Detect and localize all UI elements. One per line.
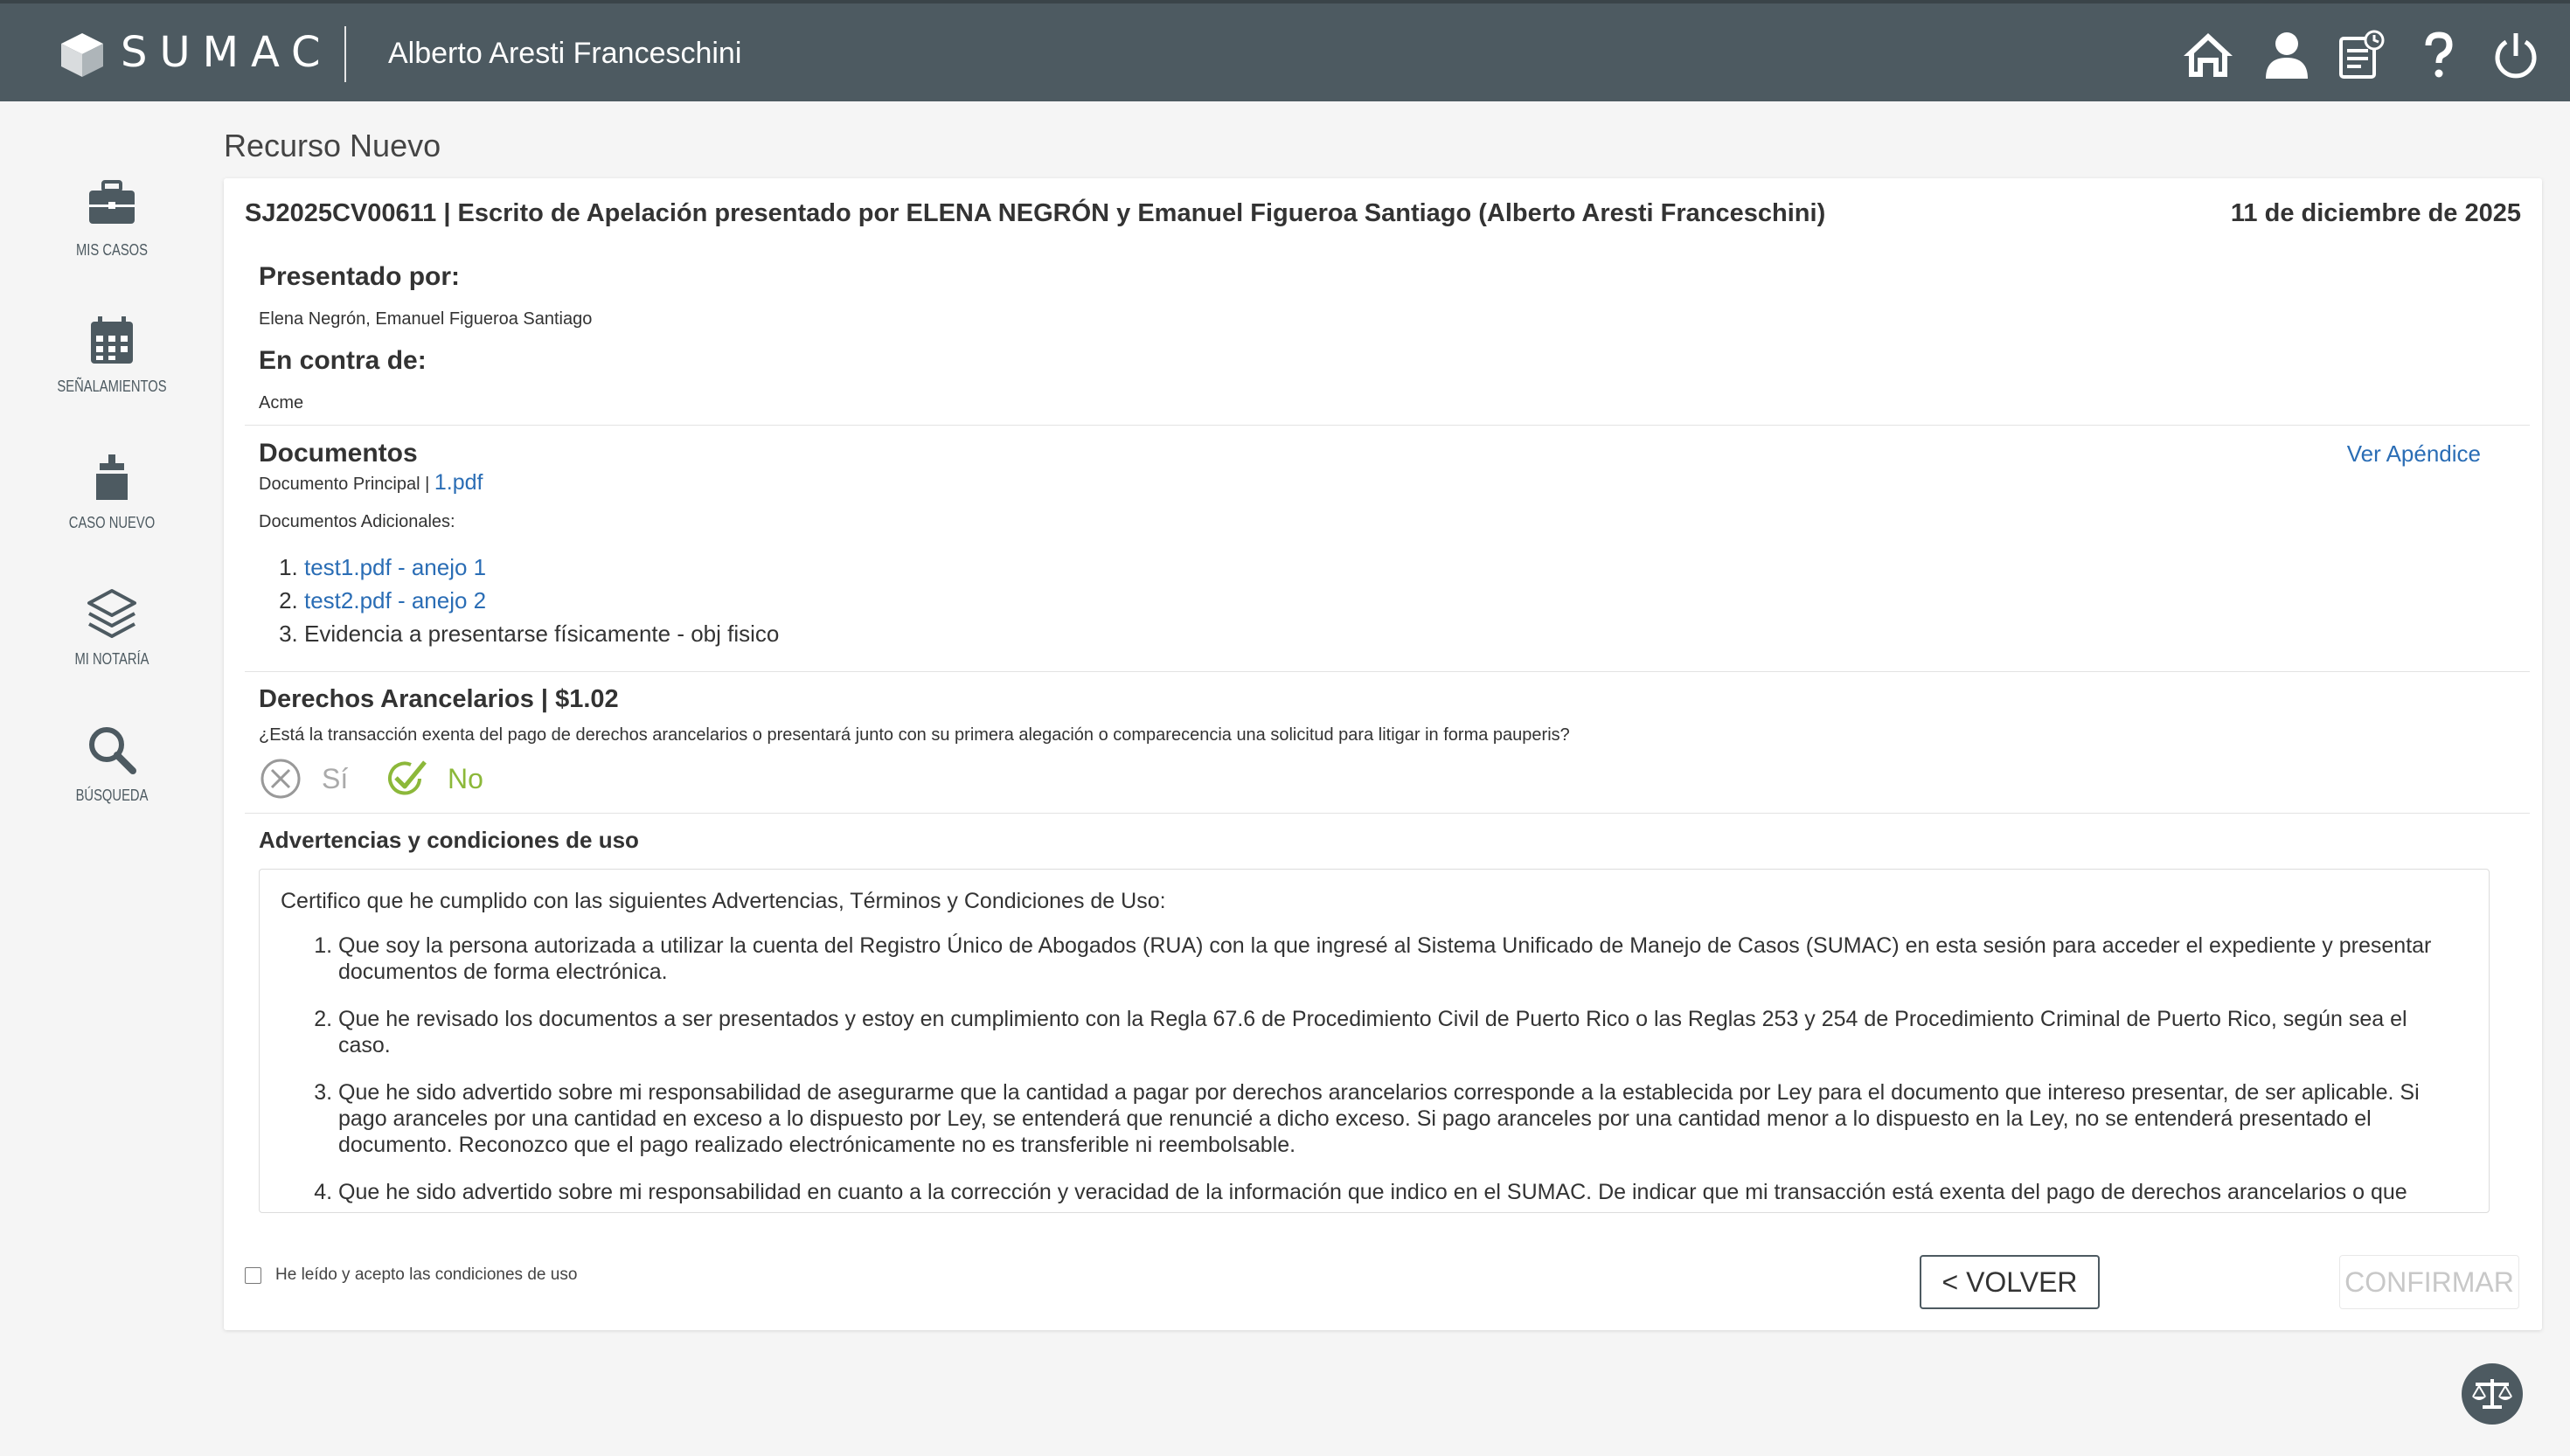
list-item[interactable]	[304, 551, 779, 584]
case-date: 11 de diciembre de 2025	[2230, 199, 2521, 227]
presentado-heading: Presentado por:	[259, 262, 461, 291]
list-item: 4. Que he sido advertido sobre mi responsabilidad en cuanto a la corrección y veracidad de la información que indico en el SUMAC. De indicar que mi transacción está exenta del pago de derechos arancelarios o que	[338, 1179, 2454, 1205]
contra-value: Acme	[259, 393, 304, 413]
documentos-adicionales-list	[278, 551, 779, 650]
search-icon	[86, 724, 138, 776]
app-logo-text: SUMAC	[121, 28, 333, 77]
advertencias-heading: Advertencias y condiciones de uso	[259, 827, 639, 853]
documento-adicional-link[interactable]: test1.pdf - anejo 1	[304, 554, 487, 580]
sidebar-item-label: SEÑALAMIENTOS	[57, 378, 167, 395]
power-icon[interactable]	[2490, 30, 2542, 80]
sidebar-item-label: MIS CASOS	[75, 241, 149, 259]
sidebar-item-label: MI NOTARÍA	[74, 650, 149, 668]
documento-principal-label: Documento Principal |	[259, 475, 430, 494]
documento-principal-file-link[interactable]: 1.pdf	[434, 470, 483, 495]
sidebar-item-label: CASO NUEVO	[68, 514, 156, 531]
case-title: SJ2025CV00611 | Escrito de Apelación presentado por ELENA NEGRÓN y Emanuel Figueroa Santiago (Alberto Aresti Franceschini)	[245, 199, 1826, 227]
x-circle-icon	[259, 757, 302, 801]
sidebar-item-mis-casos[interactable]	[42, 178, 182, 260]
section-divider	[245, 425, 2530, 426]
option-si-label: Sí	[322, 762, 349, 794]
terms-intro: Certifico que he cumplido con las siguientes Advertencias, Términos y Condiciones de Uso:	[281, 889, 1166, 913]
scales-of-justice-button[interactable]	[2462, 1363, 2523, 1425]
section-divider	[245, 813, 2530, 814]
page-title: Recurso Nuevo	[224, 128, 441, 163]
recurso-card	[224, 178, 2542, 1330]
documento-principal	[259, 470, 483, 496]
option-si[interactable]	[259, 755, 348, 802]
terms-list	[312, 933, 2454, 1213]
calendar-icon	[86, 315, 138, 367]
help-icon[interactable]	[2413, 30, 2465, 80]
podium-icon	[86, 451, 138, 503]
sidebar-item-label: BÚSQUEDA	[75, 787, 149, 804]
contra-heading: En contra de:	[259, 346, 427, 375]
sidebar-item-busqueda[interactable]	[42, 724, 182, 805]
documentos-heading: Documentos	[259, 439, 418, 468]
option-no[interactable]	[385, 755, 483, 802]
briefcase-icon	[86, 178, 138, 231]
notifications-icon[interactable]	[2336, 30, 2388, 80]
home-icon[interactable]	[2182, 30, 2234, 80]
user-name: Alberto Aresti Franceschini	[388, 37, 742, 70]
volver-button[interactable]: < VOLVER	[1920, 1255, 2100, 1309]
derechos-question: ¿Está la transacción exenta del pago de derechos arancelarios o presentará junto con su primera alegación o comparecencia una solicitud para litigar in forma pauperis?	[259, 725, 1570, 745]
documento-adicional-link[interactable]: test2.pdf - anejo 2	[304, 587, 487, 614]
list-item: 1. Que soy la persona autorizada a utilizar la cuenta del Registro Único de Abogados (RUA) con la que ingresé al Sistema Unificado de Manejo de Casos (SUMAC) en esta sesión para acceder el expediente y presentar documentos de forma electrónica.	[338, 933, 2454, 985]
derechos-heading: Derechos Arancelarios | $1.02	[259, 685, 619, 713]
confirmar-button[interactable]: CONFIRMAR	[2339, 1255, 2519, 1309]
sidebar-item-caso-nuevo[interactable]	[42, 451, 182, 532]
accept-terms[interactable]	[245, 1265, 577, 1285]
list-item	[304, 617, 779, 650]
topbar-divider	[344, 26, 346, 82]
option-no-label: No	[448, 762, 483, 794]
presentado-value: Elena Negrón, Emanuel Figueroa Santiago	[259, 309, 593, 329]
list-item: 3. Que he sido advertido sobre mi responsabilidad de asegurarme que la cantidad a pagar por derechos arancelarios corresponde a la establecida por Ley para el documento que intereso presentar, de ser aplicable. Si pago aranceles por una cantidad en exceso a lo dispuesto por Ley, se entenderá que renuncié a dicho exceso. Si pago aranceles por una cantidad menor a lo dispuesto en la Ley, no se entenderá presentado el documento. Reconozco que el pago realizado electrónicamente no es transferible ni reembolsable.	[338, 1079, 2454, 1158]
sidebar-item-senalamientos[interactable]	[42, 315, 182, 396]
scales-icon	[2462, 1363, 2523, 1425]
ver-apendice-link[interactable]: Ver Apéndice	[2346, 440, 2481, 467]
section-divider	[245, 671, 2530, 672]
documento-adicional-text: Evidencia a presentarse físicamente - obj fisico	[304, 621, 780, 647]
cube-logo-icon	[58, 30, 107, 79]
documentos-adicionales-label: Documentos Adicionales:	[259, 512, 455, 531]
check-circle-icon	[385, 757, 428, 801]
terms-scroll-box[interactable]	[259, 869, 2490, 1213]
top-navigation-bar	[0, 0, 2570, 101]
sidebar-item-mi-notaria[interactable]	[42, 587, 182, 669]
list-item[interactable]	[304, 584, 779, 617]
accept-terms-checkbox[interactable]	[245, 1267, 261, 1284]
accept-terms-label[interactable]: He leído y acepto las condiciones de uso	[275, 1265, 578, 1284]
list-item: 2. Que he revisado los documentos a ser presentados y estoy en cumplimiento con la Regla 67.6 de Procedimiento Civil de Puerto Rico o las Reglas 253 y 254 de Procedimiento Criminal de Puerto Rico, según sea el caso.	[338, 1006, 2454, 1058]
layers-icon	[86, 587, 138, 640]
user-icon[interactable]	[2261, 30, 2313, 80]
